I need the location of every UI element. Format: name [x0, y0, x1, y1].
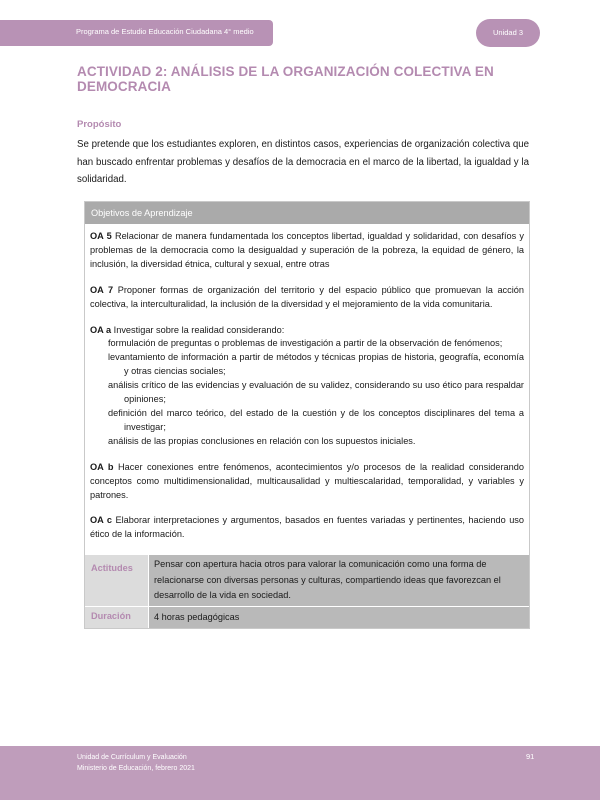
oac-code: OA c — [90, 515, 113, 526]
oa5-code: OA 5 — [90, 231, 112, 241]
footer-unit: Unidad de Currículum y Evaluación — [77, 754, 187, 761]
oaa-code: OA a — [90, 324, 112, 335]
purpose-text: Se pretende que los estudiantes exploren, en distintos casos, experiencias de organización colectiva que han buscado enfrentar problemas y desafíos de la democracia en el marco de la libertad, la igualdad y la solidaridad. — [77, 139, 529, 185]
attitudes-row — [85, 554, 529, 606]
duration-row — [85, 606, 529, 629]
list-item: formulación de preguntas o problemas de investigación a partir de la observación de fenómenos; — [108, 338, 503, 349]
oaa-paragraph — [90, 324, 524, 338]
objectives-heading: Objetivos de Aprendizaje — [85, 202, 529, 224]
list-item: análisis de las propias conclusiones en relación con los supuestos iniciales. — [108, 435, 416, 446]
attitudes-text: Pensar con apertura hacia otros para valorar la comunicación como una forma de relacionarse con diversas personas y culturas, compartiendo ideas que favorezcan el desarrollo de la vida en sociedad. — [148, 555, 529, 606]
objectives-table — [84, 201, 530, 629]
duration-label: Duración — [85, 607, 148, 629]
oaa-text: Investigar sobre la realidad considerando: — [111, 324, 285, 335]
unit-badge: Unidad 3 — [476, 19, 540, 47]
footer-ministry: Ministerio de Educación, febrero 2021 — [77, 765, 195, 772]
attitudes-label: Actitudes — [85, 555, 148, 606]
oab-paragraph — [90, 461, 524, 503]
program-title: Programa de Estudio Educación Ciudadana 4° medio — [76, 27, 254, 36]
objectives-body — [85, 224, 529, 542]
oaa-list — [90, 337, 524, 448]
activity-title: ACTIVIDAD 2: ANÁLISIS DE LA ORGANIZACIÓN COLECTIVA EN DEMOCRACIA — [77, 64, 494, 94]
oab-code: OA b — [90, 461, 114, 472]
purpose-heading: Propósito — [77, 119, 122, 130]
oa5-text: Relacionar de manera fundamentada los conceptos libertad, igualdad y solidaridad, con desafíos y problemas de la democracia como la desigualdad y superación de la pobreza, la equidad de género, la inclusión, la diversidad étnica, cultural y sexual, entre otras — [90, 231, 524, 269]
duration-text: 4 horas pedagógicas — [148, 607, 529, 629]
list-item: definición del marco teórico, del estado de la cuestión y de los conceptos disciplinares del tema a investigar; — [108, 407, 524, 432]
oab-text: Hacer conexiones entre fenómenos, acontecimientos y/o procesos de la realidad considerando conceptos como multidimensionalidad, multicausalidad y multiescalaridad, temporalidad, y variables y patrones. — [90, 461, 524, 500]
oa7-paragraph — [90, 284, 524, 312]
page-number: 91 — [526, 752, 535, 761]
oac-paragraph — [90, 514, 524, 542]
oa7-text: Proponer formas de organización del territorio y del espacio público que promuevan la acción colectiva, la interculturalidad, la inclusión de la diversidad y el mejoramiento de la vida comunitaria. — [90, 284, 524, 309]
oac-text: Elaborar interpretaciones y argumentos, basados en fuentes variadas y pertinentes, haciendo uso ético de la información. — [90, 515, 525, 540]
list-item: análisis crítico de las evidencias y evaluación de su validez, considerando su uso ético para respaldar opiniones; — [108, 380, 524, 405]
oa5-paragraph — [90, 230, 524, 272]
list-item: levantamiento de información a partir de métodos y técnicas propias de historia, geografía, economía y otras ciencias sociales; — [108, 352, 524, 377]
oa7-code: OA 7 — [90, 284, 114, 295]
